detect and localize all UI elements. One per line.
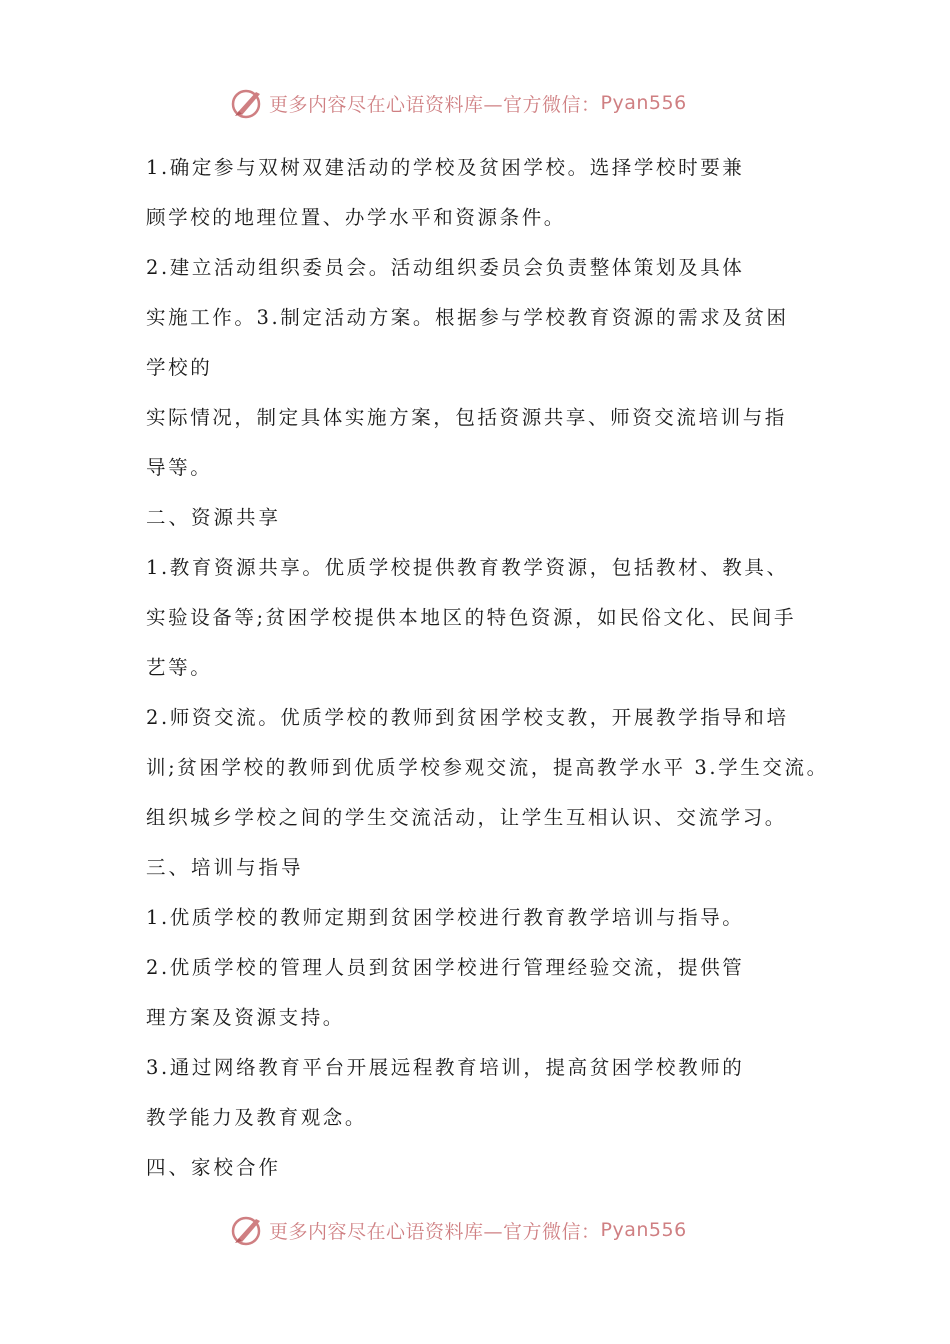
paragraph-line: 3.通过网络教育平台开展远程教育培训，提高贫困学校教师的 (146, 1056, 745, 1079)
header-watermark (229, 83, 687, 123)
section-heading: 三、培训与指导 (146, 856, 304, 879)
watermark-handle: Pyan556 (600, 92, 687, 114)
paragraph-line: 教学能力及教育观念。 (146, 1106, 368, 1129)
pen-logo-icon (229, 85, 265, 121)
paragraph-line: 2.师资交流。优质学校的教师到贫困学校支教，开展教学指导和培 (146, 706, 789, 729)
watermark-handle: Pyan556 (600, 1219, 687, 1241)
paragraph-line: 1.教育资源共享。优质学校提供教育教学资源，包括教材、教具、 (146, 556, 789, 579)
paragraph-line: 艺等。 (146, 656, 213, 679)
paragraph-line: 1.确定参与双树双建活动的学校及贫困学校。选择学校时要兼 (146, 156, 745, 179)
paragraph-line: 实验设备等;贫困学校提供本地区的特色资源，如民俗文化、民间手 (146, 606, 797, 629)
paragraph-line: 2.优质学校的管理人员到贫困学校进行管理经验交流，提供管 (146, 956, 745, 979)
paragraph-line: 组织城乡学校之间的学生交流活动，让学生互相认识、交流学习。 (146, 806, 787, 829)
paragraph-line: 理方案及资源支持。 (146, 1006, 345, 1029)
pen-logo-icon (229, 1212, 265, 1248)
section-heading: 四、家校合作 (146, 1156, 282, 1179)
watermark-text: 更多内容尽在心语资料库—官方微信： (269, 1220, 601, 1243)
paragraph-line: 训;贫困学校的教师到优质学校参观交流，提高教学水平 3.学生交流。 (146, 756, 829, 779)
paragraph-line: 顾学校的地理位置、办学水平和资源条件。 (146, 206, 566, 229)
paragraph-line: 学校的 (146, 356, 213, 379)
footer-watermark (229, 1210, 687, 1250)
section-heading: 二、资源共享 (146, 506, 282, 529)
paragraph-line: 实施工作。3.制定活动方案。根据参与学校教育资源的需求及贫困 (146, 306, 789, 329)
document-body (146, 150, 836, 1200)
paragraph-line: 1.优质学校的教师定期到贫困学校进行教育教学培训与指导。 (146, 906, 745, 929)
paragraph-line: 导等。 (146, 456, 213, 479)
paragraph-line: 实际情况，制定具体实施方案，包括资源共享、师资交流培训与指 (146, 406, 787, 429)
watermark-text: 更多内容尽在心语资料库—官方微信： (269, 93, 601, 116)
paragraph-line: 2.建立活动组织委员会。活动组织委员会负责整体策划及具体 (146, 256, 745, 279)
